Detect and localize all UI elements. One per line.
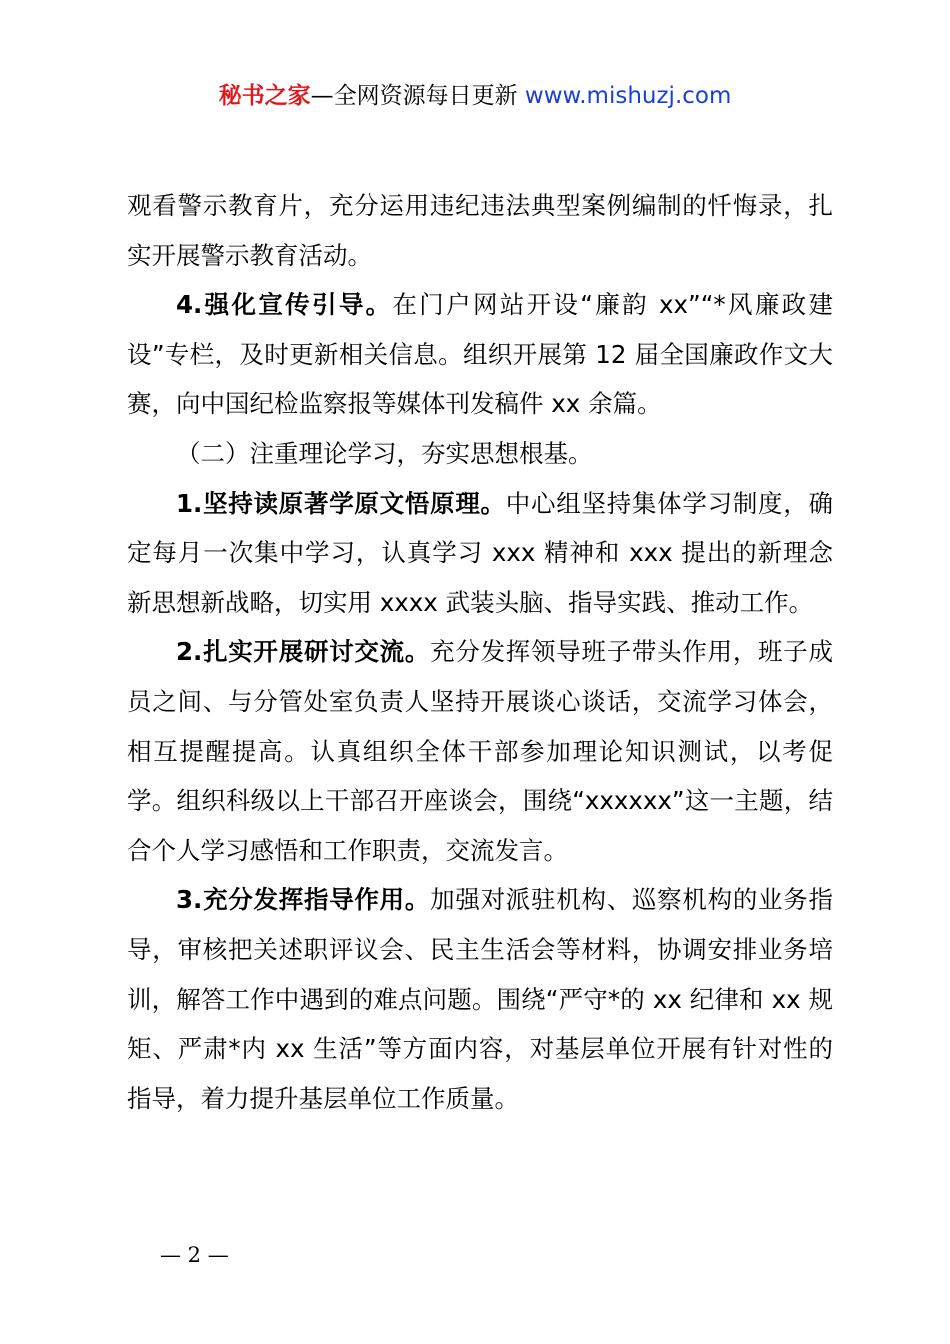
paragraph-text: 加强对派驻机构、巡察机构的业务指导，审核把关述职评议会、民主生活会等材料，协调安排业务培训，解答工作中遇到的难点问题。围绕“严守*的 xx 纪律和 xx 规矩、严肃*内 xx 生活”等方面内容，对基层单位开展有针对性的指导，着力提升基层单位工作质量。	[127, 885, 834, 1113]
site-slogan: —全网资源每日更新	[310, 83, 518, 109]
paragraph-continuation	[127, 181, 833, 280]
paragraph-text: 充分发挥领导班子带头作用，班子成员之间、与分管处室负责人坚持开展谈心谈话，交流学习体会，相互提醒提高。认真组织全体干部参加理论知识测试，以考促学。组织科级以上干部召开座谈会，围绕“xxxxxx”这一主题，结合个人学习感悟和工作职责，交流发言。	[127, 637, 834, 865]
paragraph-heading: 3.充分发挥指导作用。	[176, 885, 431, 915]
paragraph-text: 中心组坚持集体学习制度，确定每月一次集中学习，认真学习 xxx 精神和 xxx 提出的新理念新思想新战略，切实用 xxxx 武装头脑、指导实践、推动工作。	[127, 488, 834, 617]
paragraph-item-3	[127, 875, 833, 1123]
document-body	[127, 181, 833, 1123]
site-url-link[interactable]: www.mishuzj.com	[524, 83, 732, 109]
paragraph-heading: 1.坚持读原著学原文悟原理。	[176, 488, 506, 518]
paragraph-text: 在门户网站开设“廉韵 xx”“*风廉政建设”专栏，及时更新相关信息。组织开展第 12 届全国廉政作文大赛，向中国纪检监察报等媒体刊发稿件 xx 余篇。	[127, 290, 833, 419]
section-heading-text: （二）注重理论学习，夯实思想根基。	[176, 438, 593, 468]
paragraph-item-4	[127, 280, 833, 429]
paragraph-heading: 4.强化宣传引导。	[176, 290, 393, 320]
site-brand-name: 秘书之家	[218, 83, 311, 109]
paragraph-item-1	[127, 479, 833, 628]
section-heading-2	[127, 429, 833, 479]
site-banner	[0, 80, 950, 112]
page-number: — 2 —	[160, 1243, 229, 1267]
paragraph-text: 观看警示教育片，充分运用违纪违法典型案例编制的忏悔录，扎实开展警示教育活动。	[127, 191, 833, 270]
paragraph-item-2	[127, 627, 833, 875]
paragraph-heading: 2.扎实开展研讨交流。	[176, 637, 431, 667]
